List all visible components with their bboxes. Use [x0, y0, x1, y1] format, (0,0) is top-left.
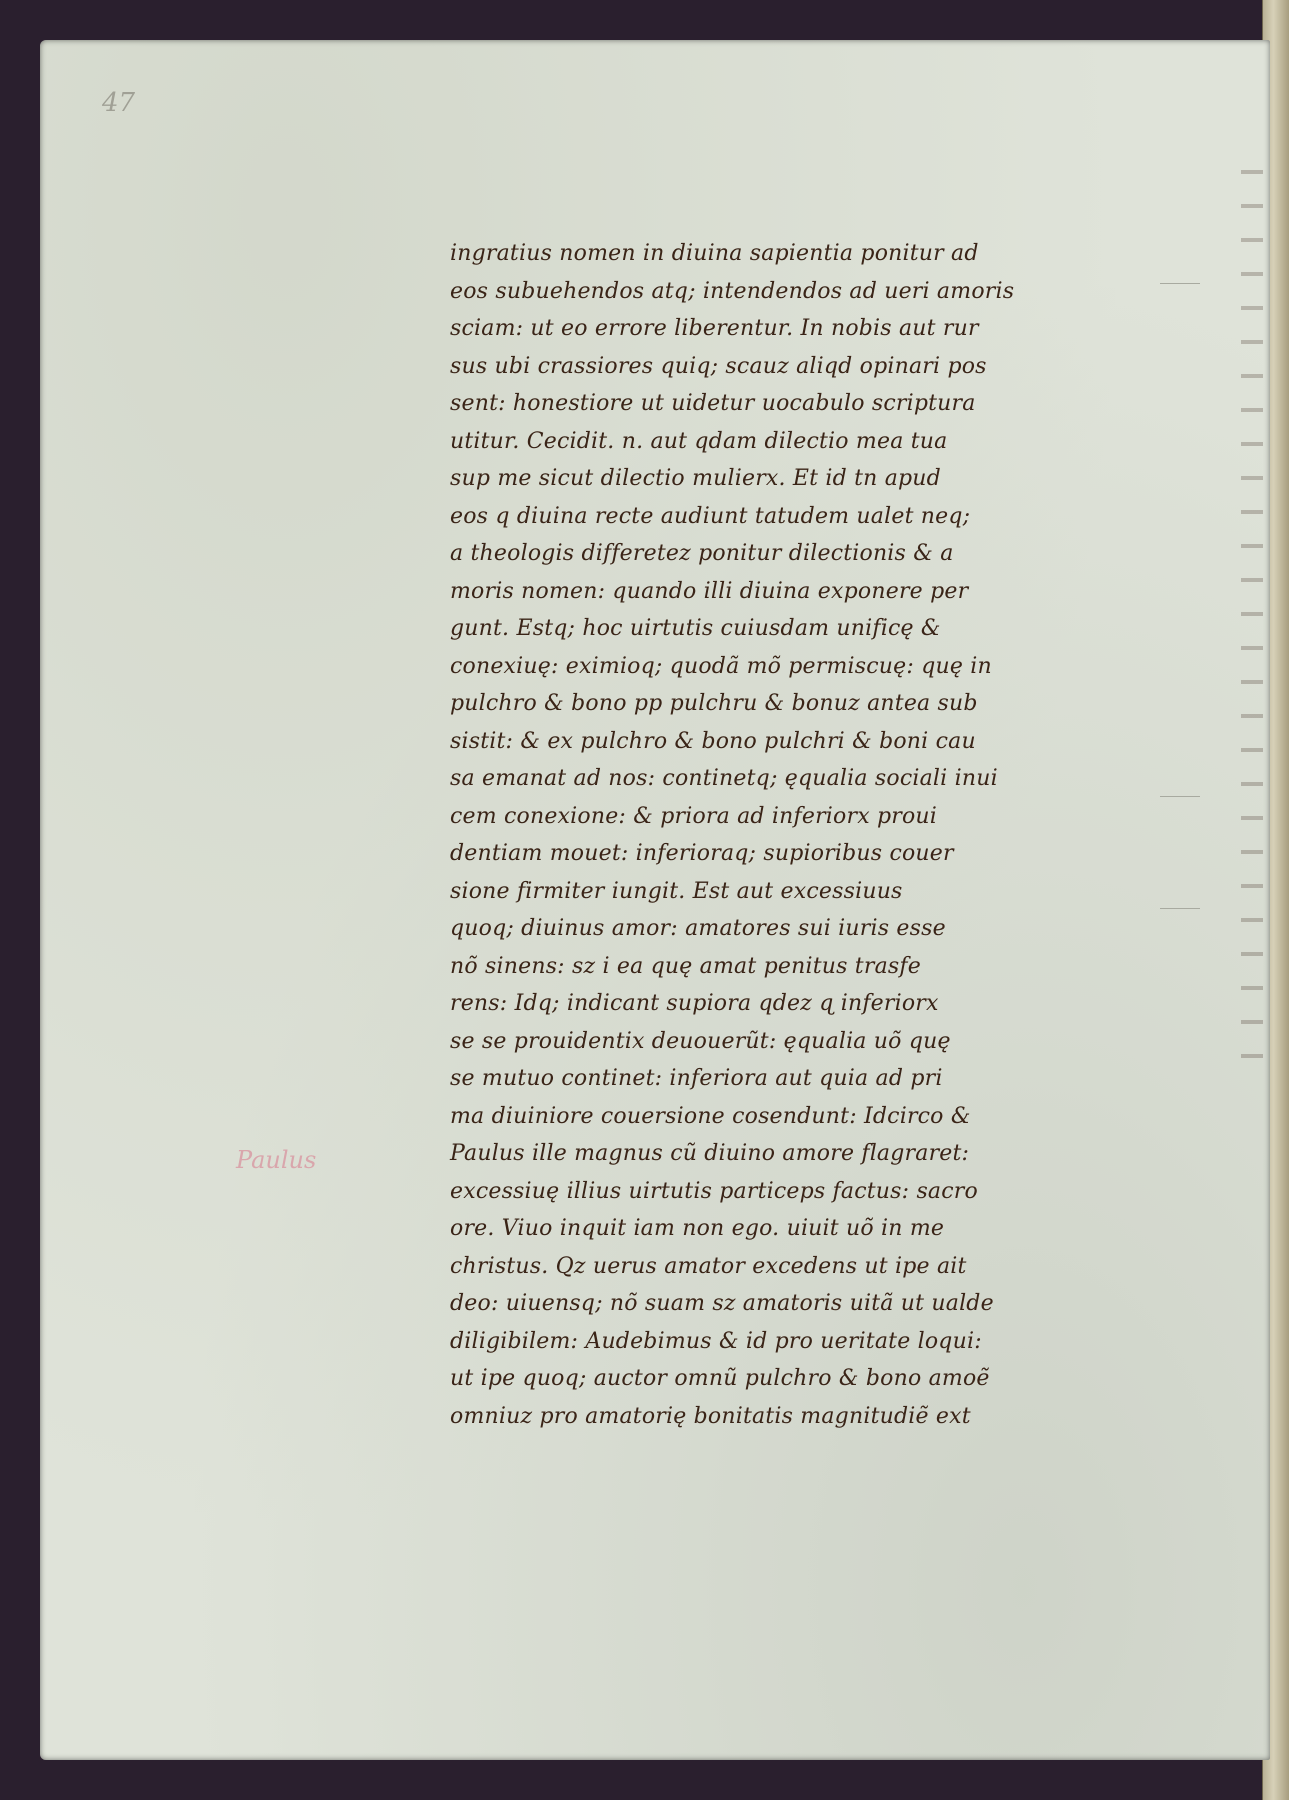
facing-page-bleed: [1241, 170, 1263, 1070]
text-line: sistit: & ex pulchro & bono pulchri & boni cau: [450, 728, 976, 754]
text-line: nõ sinens: sz i ea quę amat penitus trasfe: [450, 953, 921, 979]
text-line: sciam: ut eo errore liberentur. In nobis aut rur: [450, 316, 979, 341]
ruling-tick: [1160, 283, 1200, 284]
text-block: [450, 235, 1170, 1435]
text-line: christus. Qz uerus amator excedens ut ipe ait: [450, 1253, 967, 1279]
text-line: gunt. Estq; hoc uirtutis cuiusdam unificę &: [450, 616, 941, 641]
text-line: eos subuehendos atq; intendendos ad ueri amoris: [450, 278, 1015, 304]
text-line: rens: Idq; indicant supiora qdez ɋ inferiorx: [450, 991, 939, 1016]
text-line: cem conexione: & priora ad inferiorx proui: [450, 803, 938, 829]
text-line: deo: uiuensq; nõ suam sz amatoris uitã ut ualde: [450, 1291, 994, 1316]
text-line: eos q diuina recte audiunt tatudem ualet neq;: [450, 503, 971, 529]
text-line: sent: honestiore ut uidetur uocabulo scriptura: [450, 391, 976, 416]
text-line: sa emanat ad nos: continetq; ęqualia sociali inui: [450, 766, 998, 791]
text-line: quoq; diuinus amor: amatores sui iuris esse: [450, 916, 946, 941]
ruling-tick: [1160, 796, 1200, 797]
folio-number: 47: [102, 88, 136, 118]
margin-note: Paulus: [236, 1146, 317, 1174]
text-line: se se prouidentix deuouerũt: ęqualia uõ quę: [450, 1028, 951, 1054]
text-line: Paulus ille magnus cũ diuino amore flagraret:: [450, 1141, 970, 1166]
text-line: conexiuę: eximioq; quodã mõ permiscuę: quę in: [450, 653, 992, 679]
text-line: sus ubi crassiores quiq; scauz aliqd opinari pos: [450, 353, 987, 379]
text-line: diligibilem: Audebimus & id pro ueritate loqui:: [450, 1328, 982, 1354]
text-line: utitur. Cecidit. n. aut qdam dilectio mea tua: [450, 428, 948, 454]
text-line: ore. Viuo inquit iam non ego. uiuit uõ in me: [450, 1216, 945, 1241]
text-line: sup me sicut dilectio mulierx. Et id tn apud: [450, 466, 941, 491]
text-line: a theologis differetez ponitur dilectionis & a: [450, 541, 954, 566]
text-line: ma diuiniore couersione cosendunt: Idcirco &: [450, 1103, 971, 1129]
text-line: ingratius nomen in diuina sapientia ponitur ad: [450, 241, 979, 266]
text-line: moris nomen: quando illi diuina exponere per: [450, 578, 969, 604]
text-line: excessiuę illius uirtutis particeps factus: sacro: [450, 1178, 978, 1204]
manuscript-page: [40, 40, 1270, 1760]
text-line: dentiam mouet: inferioraq; supioribus couer: [450, 841, 954, 866]
text-line: omniuz pro amatorię bonitatis magnitudiẽ ext: [450, 1403, 971, 1429]
ruling-tick: [1160, 908, 1200, 909]
text-line: se mutuo continet: inferiora aut quia ad pri: [450, 1066, 943, 1091]
text-line: sione firmiter iungit. Est aut excessiuus: [450, 878, 903, 904]
text-line: ut ipe quoq; auctor omnũ pulchro & bono amoẽ: [450, 1366, 990, 1391]
text-line: pulchro & bono pp pulchru & bonuz antea sub: [450, 691, 978, 716]
